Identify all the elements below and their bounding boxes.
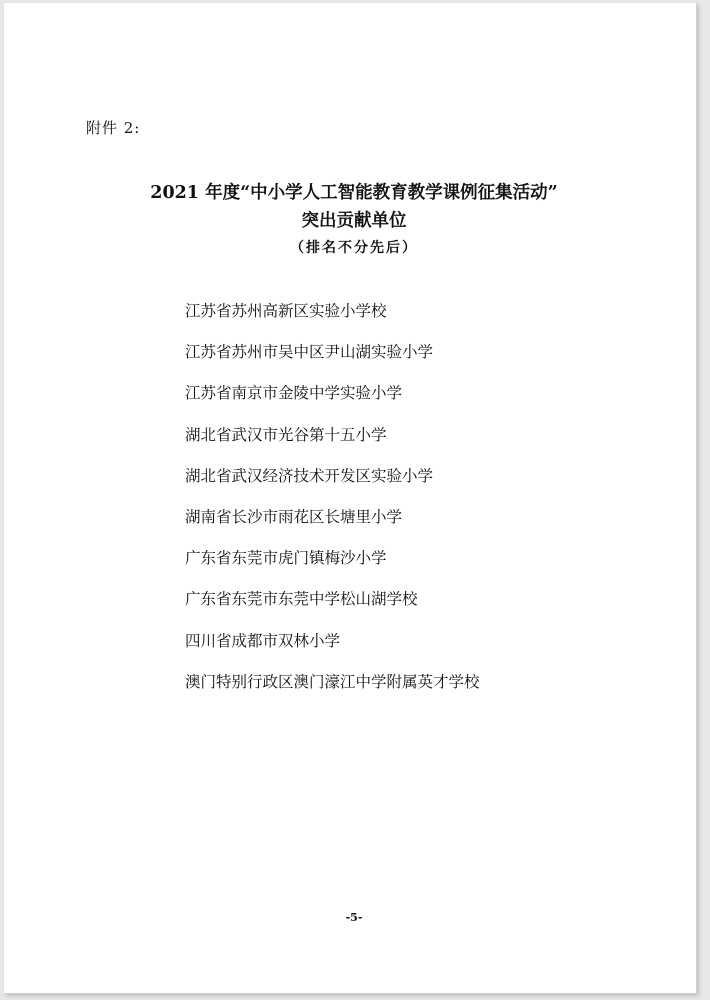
list-item: 湖北省武汉市光谷第十五小学 — [185, 425, 387, 444]
document-title-line2: 突出贡献单位 — [301, 211, 407, 231]
list-item: 广东省东莞市虎门镇梅沙小学 — [185, 549, 387, 568]
document-title: 2021 年度“中小学人工智能教育教学课例征集活动” — [150, 183, 558, 203]
unit-list — [185, 298, 480, 710]
list-item: 江苏省南京市金陵中学实验小学 — [185, 384, 403, 403]
attachment-label: 附件 2: — [86, 119, 141, 137]
list-item: 澳门特别行政区澳门濠江中学附属英才学校 — [185, 672, 480, 691]
page-number: -5- — [345, 911, 363, 924]
list-item: 江苏省苏州市吴中区尹山湖实验小学 — [185, 343, 434, 362]
document-subtitle: （排名不分先后） — [290, 240, 418, 256]
list-item: 四川省成都市双林小学 — [185, 631, 341, 650]
list-item: 广东省东莞市东莞中学松山湖学校 — [185, 590, 418, 609]
list-item: 湖南省长沙市雨花区长塘里小学 — [185, 507, 403, 526]
list-item: 江苏省苏州高新区实验小学校 — [185, 302, 387, 320]
document-page — [4, 3, 697, 994]
list-item: 湖北省武汉经济技术开发区实验小学 — [185, 466, 434, 485]
